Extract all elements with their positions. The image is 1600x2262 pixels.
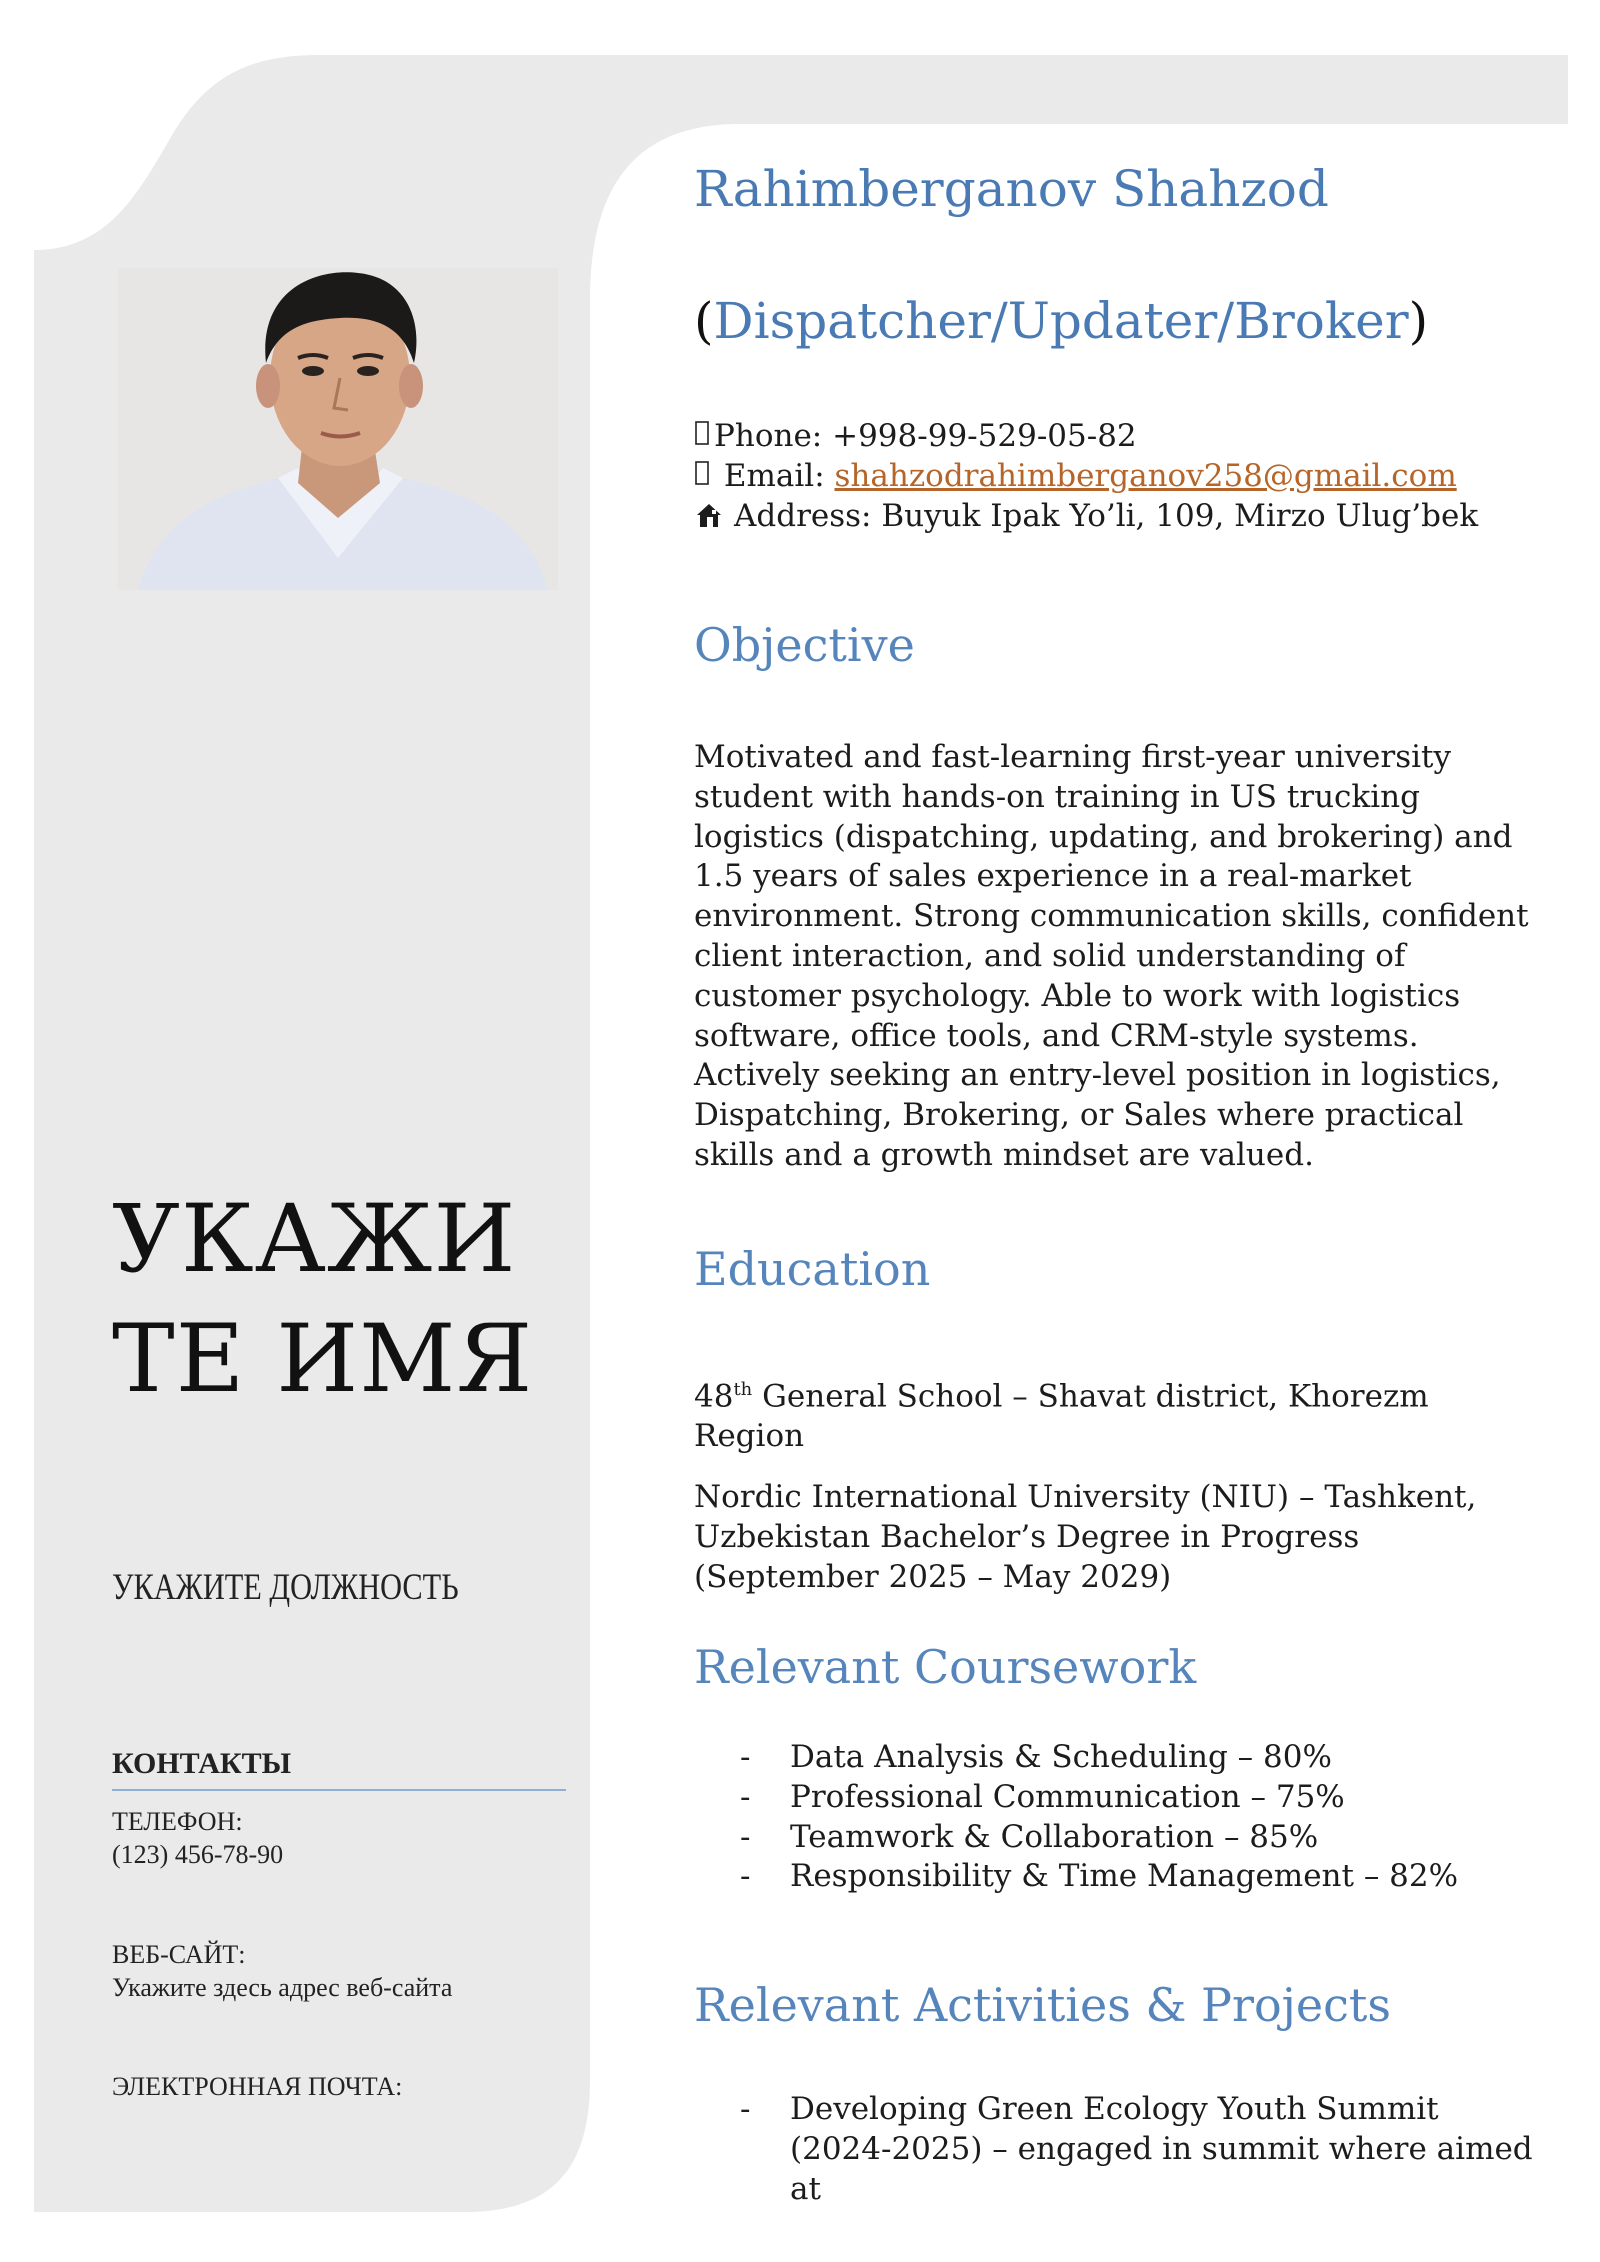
education-school bbox=[694, 1370, 1544, 1457]
email-label-left: ЭЛЕКТРОННАЯ ПОЧТА: bbox=[112, 2072, 403, 2101]
email-icon bbox=[694, 458, 714, 494]
role-open-paren: ( bbox=[694, 292, 714, 350]
phone-label: Phone: bbox=[714, 418, 833, 454]
coursework-list bbox=[694, 1738, 1544, 1897]
list-item: - Professional Communication – 75% bbox=[740, 1778, 1345, 1815]
coursework-heading: Relevant Coursework bbox=[694, 1640, 1197, 1694]
contacts-heading: КОНТАКТЫ bbox=[112, 1747, 566, 1791]
address-label: Address: bbox=[734, 498, 882, 534]
website-value-left: Укажите здесь адрес веб-сайта bbox=[112, 1973, 453, 2002]
activity-item: Developing Green Ecology Youth Summit (2024-2025) – engaged in summit where aimed at bbox=[790, 2091, 1533, 2207]
home-icon bbox=[694, 498, 734, 534]
school-number: 48 bbox=[694, 1378, 734, 1415]
name-placeholder: УКАЖИТЕ ИМЯ bbox=[112, 1185, 534, 1414]
objective-text: Motivated and fast-learning first-year university student with hands-on training in US trucking logistics (dispatching, updating, and brokering) and 1.5 years of sales experience in a real-market environment. Strong communication skills, confident client interaction, and solid understanding of customer psychology. Able to work with logistics software, office tools, and CRM-style systems. Actively seeking an entry-level position in logistics, Dispatching, Brokering, or Sales where practical skills and a growth mindset are valued. bbox=[694, 739, 1529, 1173]
address-value: Buyuk Ipak Yo’li, 109, Mirzo Ulug’bek bbox=[881, 498, 1479, 534]
website-label-left: ВЕБ-САЙТ: bbox=[112, 1940, 246, 1969]
phone-label-left: ТЕЛЕФОН: bbox=[112, 1807, 243, 1836]
list-item: - Data Analysis & Scheduling – 80% bbox=[740, 1739, 1332, 1775]
profile-photo bbox=[118, 268, 558, 590]
email-link[interactable]: shahzodrahimberganov258@gmail.com bbox=[834, 458, 1457, 494]
coursework-item: Responsibility & Time Management – 82% bbox=[790, 1858, 1459, 1895]
role-text: Dispatcher/Updater/Broker bbox=[713, 292, 1409, 350]
list-item: - Teamwork & Collaboration – 85% bbox=[740, 1818, 1319, 1855]
coursework-item: Teamwork & Collaboration – 85% bbox=[790, 1818, 1319, 1855]
school-details: General School – Shavat district, Khorezm Region bbox=[694, 1378, 1429, 1455]
activities-heading: Relevant Activities & Projects bbox=[694, 1978, 1392, 2032]
candidate-role bbox=[694, 292, 1544, 350]
candidate-name: Rahimberganov Shahzod bbox=[694, 160, 1329, 218]
list-item: - Developing Green Ecology Youth Summit (2024-2025) – engaged in summit where aimed at bbox=[740, 2091, 1533, 2207]
coursework-item: Data Analysis & Scheduling – 80% bbox=[790, 1739, 1332, 1775]
phone-value: +998-99-529-05-82 bbox=[832, 418, 1137, 454]
objective-heading: Objective bbox=[694, 618, 915, 672]
school-ordinal: th bbox=[733, 1379, 753, 1400]
email-label: Email: bbox=[714, 458, 835, 494]
education-university: Nordic International University (NIU) – Tashkent, Uzbekistan Bachelor’s Degree in Progress (September 2025 – May 2029) bbox=[694, 1479, 1477, 1595]
activities-list bbox=[694, 2090, 1544, 2209]
coursework-item: Professional Communication – 75% bbox=[790, 1778, 1345, 1815]
email-line bbox=[694, 458, 1544, 494]
phone-icon bbox=[694, 418, 714, 454]
education-heading: Education bbox=[694, 1242, 931, 1296]
phone-value-left: (123) 456-78-90 bbox=[112, 1840, 284, 1869]
address-line bbox=[694, 498, 1544, 534]
job-title-placeholder: УКАЖИТЕ ДОЛЖНОСТЬ bbox=[112, 1567, 459, 1608]
list-item: - Responsibility & Time Management – 82% bbox=[740, 1858, 1459, 1895]
role-close-paren: ) bbox=[1408, 292, 1429, 350]
phone-line bbox=[694, 418, 1544, 454]
